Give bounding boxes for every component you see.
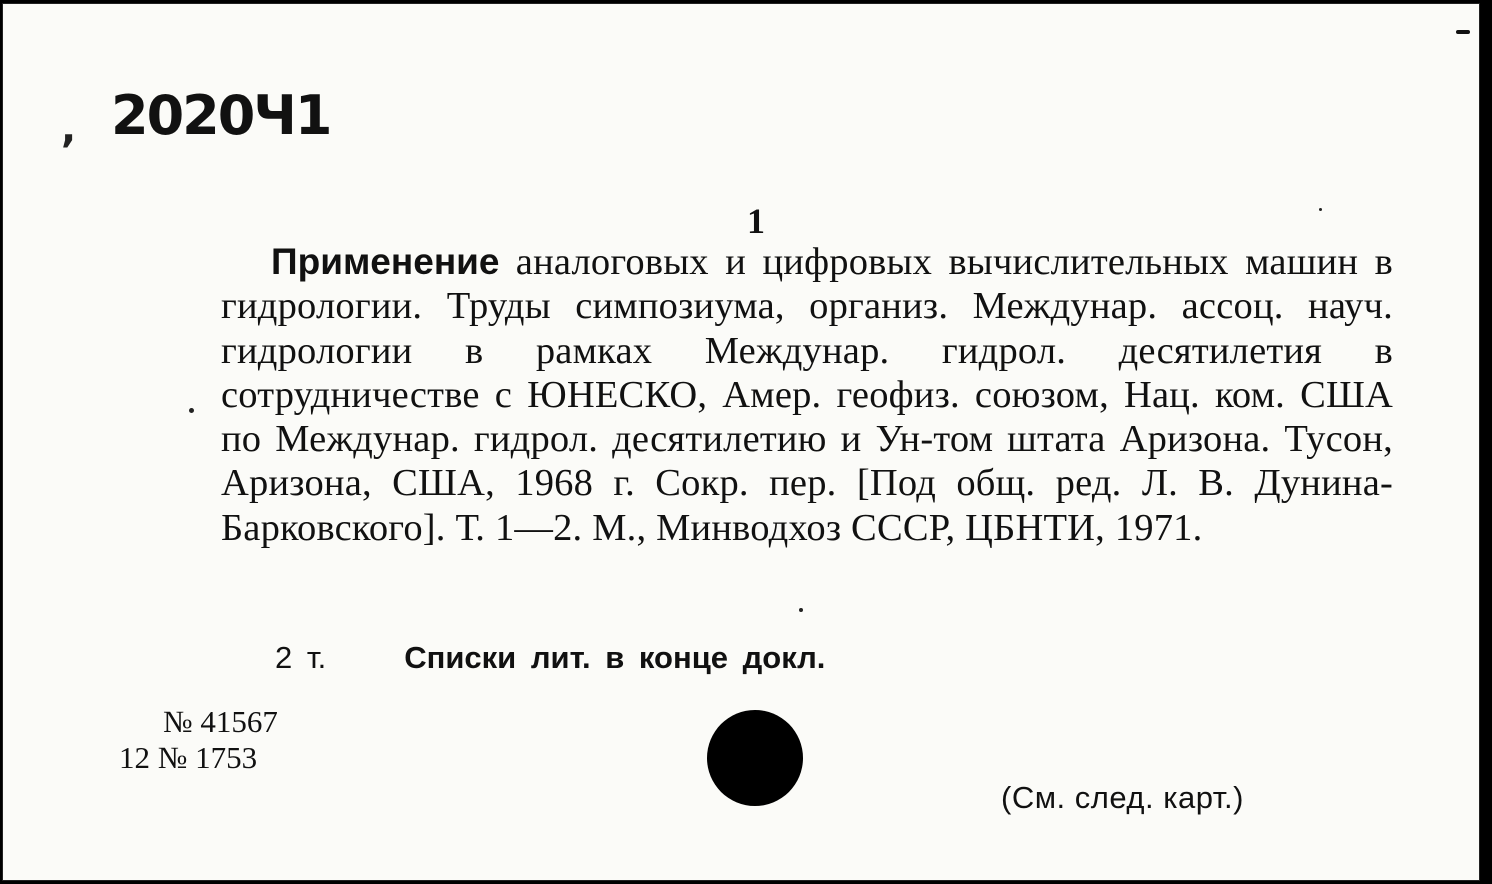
punch-hole — [707, 710, 803, 806]
bibliography-note: Списки лит. в конце докл. — [404, 640, 826, 675]
volume-count: 2 т. — [275, 640, 327, 675]
bibliographic-description — [221, 240, 1393, 550]
dust-speck — [799, 608, 803, 612]
scan-edge — [1480, 0, 1492, 884]
catalog-card — [2, 3, 1480, 881]
title-lead-word: Применение — [271, 241, 500, 282]
catalog-number: 2020Ч1 — [111, 84, 331, 147]
inventory-number: № 41567 — [163, 704, 278, 739]
stamp-mark: , — [61, 106, 77, 152]
registry-number: 12 № 1753 — [119, 740, 258, 775]
description-text: аналоговых и цифровых вычислительных машин в гидрологии. Труды симпозиума, организ. Междунар. ассоц. науч. гидрологии в рамках Междунар. гидрол. десятилетия в сотрудничестве с ЮНЕСКО, Амер. геофиз. союзом, Нац. ком. США по Междунар. гидрол. десятилетию и Ун-том штата Аризона. Тусон, Аризона, США, 1968 г. Сокр. пер. [Под общ. ред. Л. В. Дунина-Барковского]. Т. 1—2. М., Минводхоз СССР, ЦБНТИ, 1971. — [221, 241, 1393, 549]
physical-description — [275, 640, 825, 676]
card-sequence-number: 1 — [747, 201, 765, 241]
dust-speck — [1319, 208, 1322, 211]
dust-speck — [189, 408, 194, 413]
continuation-note: (См. след. карт.) — [1001, 780, 1244, 815]
edge-mark — [1456, 30, 1470, 34]
